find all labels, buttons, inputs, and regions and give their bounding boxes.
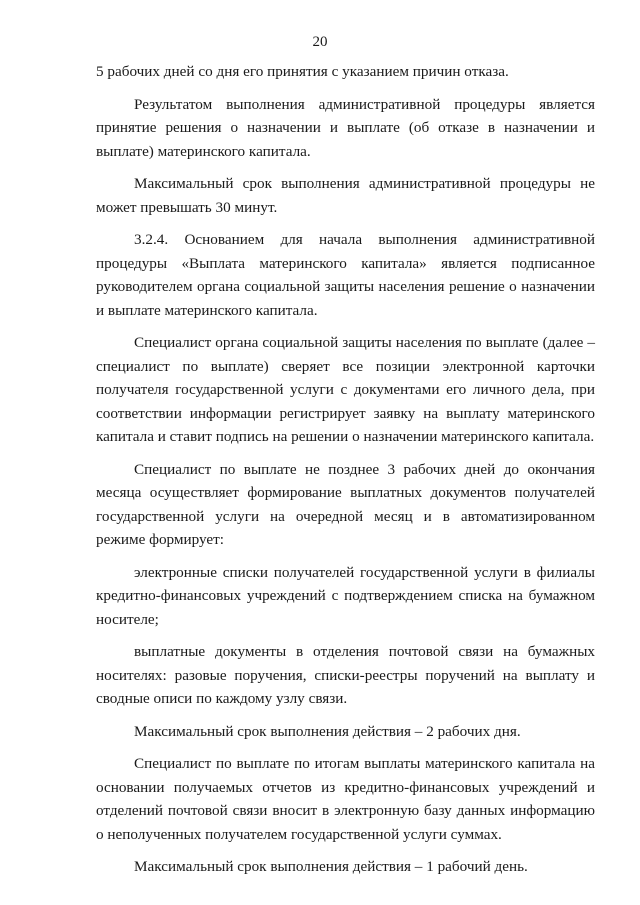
paragraph-postal-documents: выплатные документы в отделения почтовой связи на бумажных носителях: разовые поручения, списки-реестры поручений на выплату и сводные описи по каждому узлу связи. <box>96 643 595 707</box>
paragraph-max-duration-2-days: Максимальный срок выполнения действия – 2 рабочих дня. <box>134 722 521 740</box>
page-number: 20 <box>312 34 328 50</box>
paragraph-payment-documents: Специалист по выплате не позднее 3 рабочих дней до окончания месяца осуществляет формирование выплатных документов получателей государственной услуги на очередной месяц и в автоматизированном режиме формирует: <box>96 460 595 548</box>
document-body <box>96 60 595 888</box>
paragraph-electronic-lists: электронные списки получателей государственной услуги в филиалы кредитно-финансовых учреждений с подтверждением списка на бумажном носителе; <box>96 563 595 628</box>
paragraph-payment-results: Специалист по выплате по итогам выплаты материнского капитала на основании получаемых отчетов из кредитно-финансовых учреждений и отделений почтовой связи вносит в электронную базу данных информацию о неполученных получателем государственной услуги суммах. <box>96 755 595 843</box>
paragraph-result: Результатом выполнения административной процедуры является принятие решения о назначении и выплате (об отказе в назначении и выплате) материнского капитала. <box>96 95 595 160</box>
paragraph-payment-specialist: Специалист органа социальной защиты населения по выплате (далее – специалист по выплате) сверяет все позиции электронной карточки получателя государственной услуги с документами его личного дела, при соответствии информации регистрирует заявку на выплату материнского капитала и ставит подпись на решении о назначении материнского капитала. <box>96 334 595 445</box>
paragraph-continuation: 5 рабочих дней со дня его принятия с указанием причин отказа. <box>96 63 509 80</box>
paragraph-max-duration-1-day: Максимальный срок выполнения действия – 1 рабочий день. <box>134 858 528 875</box>
paragraph-section-3-2-4: 3.2.4. Основанием для начала выполнения административной процедуры «Выплата материнского капитала» является подписанное руководителем органа социальной защиты населения решение о назначении и выплате материнского капитала. <box>96 231 595 319</box>
paragraph-max-duration-30-min: Максимальный срок выполнения административной процедуры не может превышать 30 минут. <box>96 175 595 216</box>
